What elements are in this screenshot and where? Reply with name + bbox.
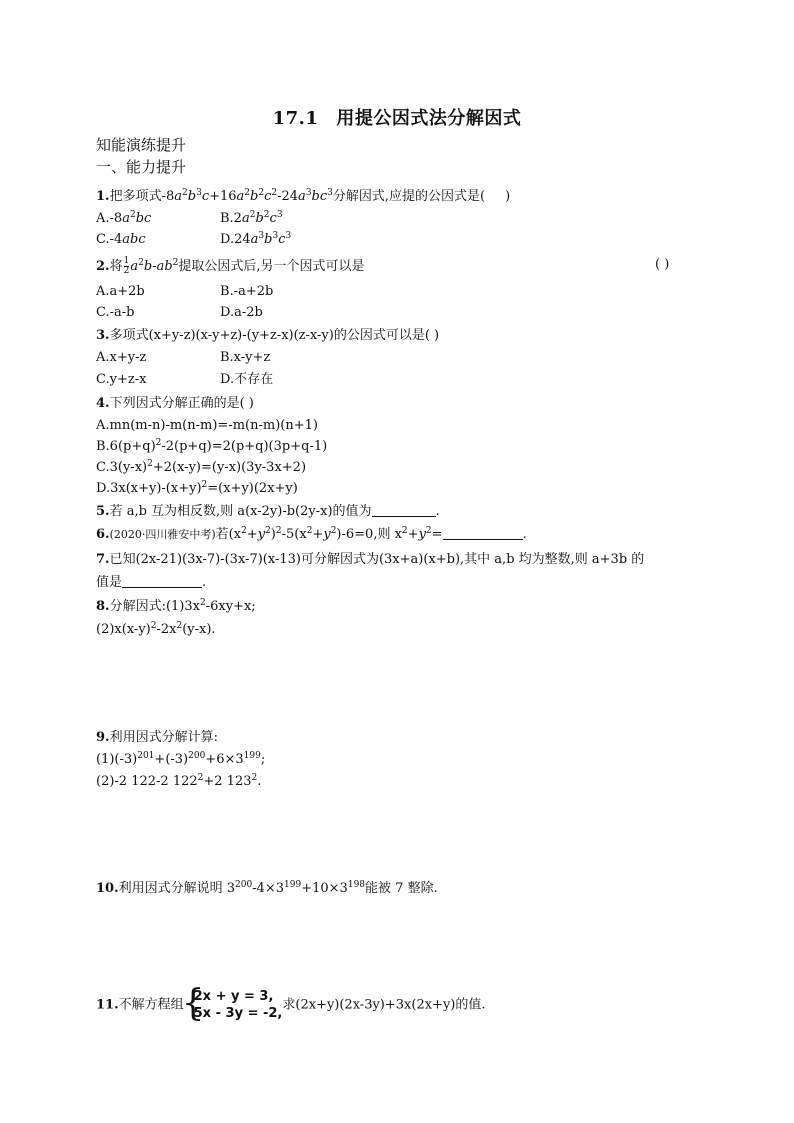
page-title bbox=[0, 104, 794, 130]
title-text: 用提公因式法分解因式 bbox=[336, 108, 522, 129]
question-2: 2.将 $\frac{1}{2}$ $a^2b-ab^2$提取公因式后,另一个因式可以是 bbox=[96, 256, 365, 276]
q5-answer-blank[interactable] bbox=[372, 504, 436, 517]
equation-2: 5x - 3y = -2, bbox=[193, 1006, 283, 1021]
question-9-line-2: $(1)(-3)^{201}+(-3)^{200}+6\times 3^{199}$; bbox=[96, 751, 266, 767]
question-3: 3.多项式(x+y-z)(x-y+z)-(y+z-x)(z-x-y)的公因式可以是( ) bbox=[96, 328, 440, 343]
q3-option-a[interactable]: A.x+y-z bbox=[96, 350, 147, 365]
q1-option-d[interactable]: $D.24a^3b^3c^3$ bbox=[220, 231, 292, 247]
title-number: 17.1 bbox=[272, 108, 319, 129]
equation-system bbox=[181, 983, 283, 1024]
question-8-line-2: $(2)x(x-y)^2-2x^2(y-x)$. bbox=[96, 621, 216, 637]
q6-source: (2020·四川雅安中考) bbox=[109, 528, 216, 541]
q4-option-c[interactable]: $C.3(y-x)^2+2(x-y)=(y-x)(3y-3x+2)$ bbox=[96, 459, 307, 475]
question-9-line-1: 9.利用因式分解计算: bbox=[96, 730, 218, 745]
q2-option-a[interactable]: A.a+2b bbox=[96, 284, 145, 299]
question-5: 5.若 a,b 互为相反数,则 a(x-2y)-b(2y-x)的值为 . bbox=[96, 504, 440, 519]
question-10: 10.利用因式分解说明 $3^{200}-4\times 3^{199}+10\times 3^{198}$能被 7 整除. bbox=[96, 880, 438, 896]
question-11: 11.不解方程组 { 2x + y = 3, 5x - 3y = -2, 求(2x+y)(2x-3y)+3x(2x+y)的值. bbox=[96, 983, 486, 1024]
question-6: 6.(2020·四川雅安中考)若$(x^2+y^2)^2-5(x^2+y^2)-6=0$,则 $x^2+y^2=$ . bbox=[96, 526, 527, 542]
q4-option-d[interactable]: $D.3x(x+y)-(x+y)^2=(x+y)(2x+y)$ bbox=[96, 480, 298, 496]
question-4: 4.下列因式分解正确的是( ) bbox=[96, 396, 254, 411]
q3-option-d[interactable]: D.不存在 bbox=[220, 372, 274, 387]
question-7-line-2: 值是 . bbox=[96, 575, 207, 590]
q2-answer-paren: ( ) bbox=[655, 257, 670, 272]
q2-option-c[interactable]: C.-a-b bbox=[96, 305, 135, 320]
q1-option-a[interactable]: $A.-8a^2bc$ bbox=[96, 210, 152, 226]
q1-option-c[interactable]: C.-4abc bbox=[96, 232, 146, 247]
q1-option-b[interactable]: $B.2a^2b^2c^3$ bbox=[220, 210, 283, 226]
q3-option-c[interactable]: C.y+z-x bbox=[96, 372, 147, 387]
q7-answer-blank[interactable] bbox=[122, 575, 202, 588]
equation-1: 2x + y = 3, bbox=[193, 989, 274, 1004]
subsection-heading: 一、能力提升 bbox=[96, 158, 187, 176]
question-9-line-3: (2)-2 122-2 $122^2+2$ $123^2$. bbox=[96, 773, 262, 789]
question-7-line-1: 7.已知(2x-21)(3x-7)-(3x-7)(x-13)可分解因式为(3x+a)(x+b),其中 a,b 均为整数,则 a+3b 的 bbox=[96, 552, 645, 567]
q4-option-a[interactable]: A.mn(m-n)-m(n-m)=-m(n-m)(n+1) bbox=[96, 418, 318, 433]
left-brace-icon: { bbox=[181, 983, 205, 1024]
q3-option-b[interactable]: B.x-y+z bbox=[220, 350, 271, 365]
q2-option-d[interactable]: D.a-2b bbox=[220, 305, 263, 320]
q2-option-b[interactable]: B.-a+2b bbox=[220, 284, 274, 299]
question-1: 1.把多项式$-8a^2b^3c+16a^2b^2c^2-24a^3bc^3$分解因式,应提的公因式是( ) bbox=[96, 188, 511, 204]
q6-answer-blank[interactable] bbox=[443, 527, 523, 540]
fraction-one-half: $\frac{1}{2}$ bbox=[123, 256, 130, 276]
question-8-line-1: 8.分解因式$:(1)3x^2-6xy+x$; bbox=[96, 598, 256, 614]
section-heading: 知能演练提升 bbox=[96, 136, 187, 154]
q4-option-b[interactable]: $B.6(p+q)^2-2(p+q)=2(p+q)(3p+q-1)$ bbox=[96, 438, 328, 454]
